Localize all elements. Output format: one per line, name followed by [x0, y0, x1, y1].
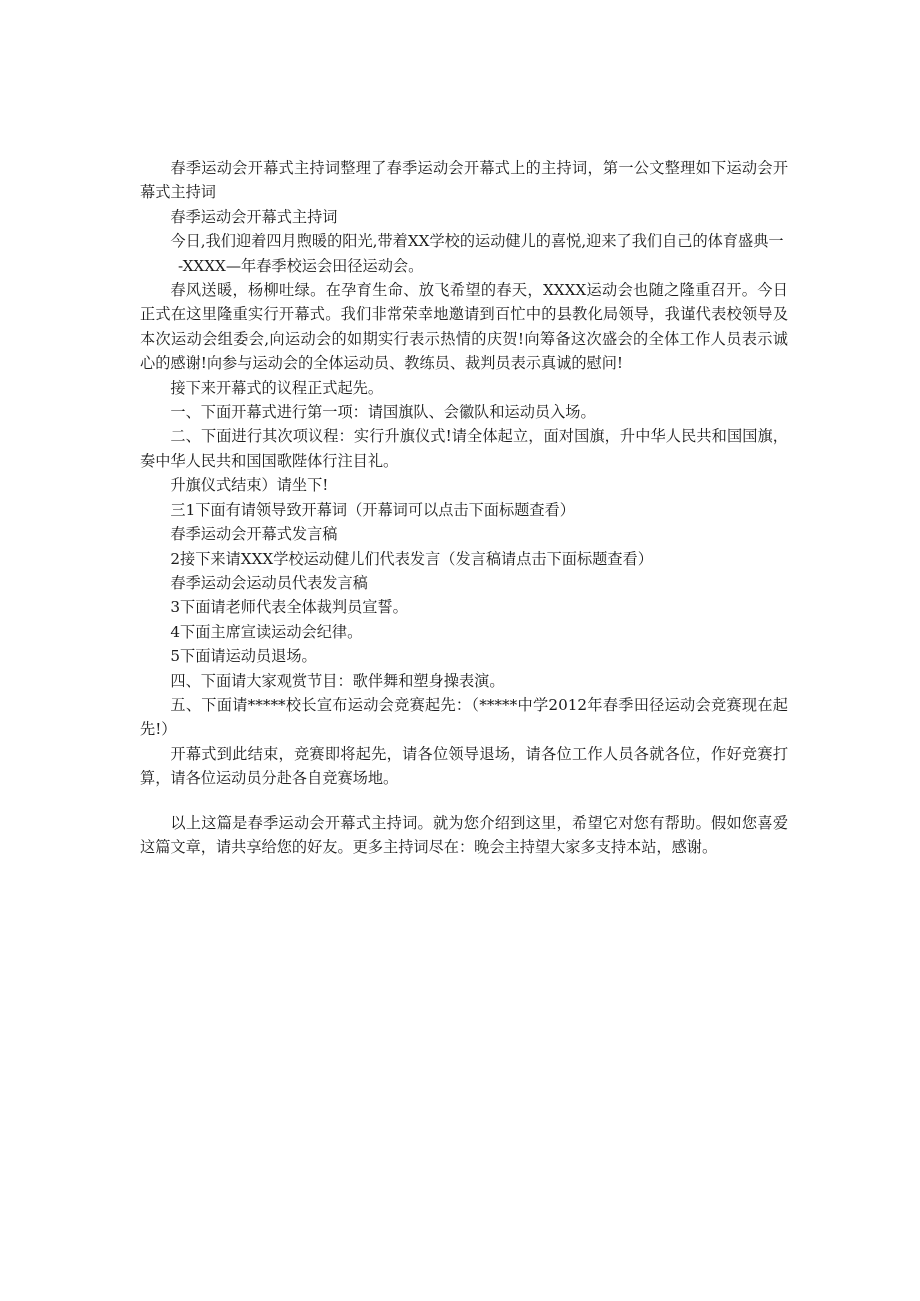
intro-paragraph: 春季运动会开幕式主持词整理了春季运动会开幕式上的主持词，第一公文整理如下运动会开幕式主持词 — [140, 159, 788, 202]
agenda-item: 4下面主席宣读运动会纪律。 — [170, 622, 363, 641]
agenda-item: 五、下面请*****校长宣布运动会竞赛起先：（*****中学2012年春季田径运动会竞赛现在起先!） — [140, 695, 788, 739]
body-paragraph: 升旗仪式结束）请坐下! — [170, 476, 329, 495]
body-paragraph: 今日,我们迎着四月煦暖的阳光,带着XX学校的运动健儿的喜悦,迎来了我们自己的体育盛典一 — [170, 232, 784, 251]
body-paragraph: -XXXX—年春季校运会田径运动会。 — [178, 256, 424, 275]
paragraph-spacer — [140, 791, 788, 811]
linked-title[interactable]: 春季运动会开幕式发言稿 — [170, 525, 338, 544]
document-title: 春季运动会开幕式主持词 — [170, 207, 338, 226]
body-paragraph: 开幕式到此结束，竞赛即将起先，请各位领导退场，请各位工作人员各就各位，作好竞赛打算，请各位运动员分赴各自竞赛场地。 — [140, 744, 788, 788]
agenda-item: 四、下面请大家观赏节目：歌伴舞和塑身操表演。 — [170, 671, 505, 690]
agenda-item: 2接下来请XXX学校运动健儿们代表发言（发言稿请点击下面标题查看） — [170, 549, 653, 568]
body-paragraph: 春风送暖，杨柳吐绿。在孕育生命、放飞希望的春天，XXXX运动会也随之隆重召开。今日正式在这里隆重实行开幕式。我们非常荣幸地邀请到百忙中的县教化局领导，我谨代表校领导及本次运动会组委会,向运动会的如期实行表示热情的庆贺!向筹备这次盛会的全体工作人员表示诚心的感谢!向参与运动会的全体运动员、教练员、裁判员表示真诚的慰问! — [140, 281, 788, 373]
linked-title[interactable]: 春季运动会运动员代表发言稿 — [170, 573, 368, 592]
agenda-item: 3下面请老师代表全体裁判员宣誓。 — [170, 598, 408, 617]
document-body — [140, 156, 788, 859]
closing-paragraph: 以上这篇是春季运动会开幕式主持词。就为您介绍到这里，希望它对您有帮助。假如您喜爱这篇文章，请共享给您的好友。更多主持词尽在：晚会主持望大家多支持本站，感谢。 — [140, 813, 788, 856]
agenda-item: 5下面请运动员退场。 — [170, 647, 317, 666]
agenda-item: 二、下面进行其次项议程：实行升旗仪式!请全体起立，面对国旗，升中华人民共和国国旗，奏中华人民共和国国歌陛体行注目礼。 — [140, 427, 788, 470]
agenda-item: 一、下面开幕式进行第一项：请国旗队、会徽队和运动员入场。 — [170, 403, 596, 422]
agenda-item: 三1下面有请领导致开幕词（开幕词可以点击下面标题查看） — [170, 500, 575, 519]
body-paragraph: 接下来开幕式的议程正式起先。 — [170, 378, 384, 397]
